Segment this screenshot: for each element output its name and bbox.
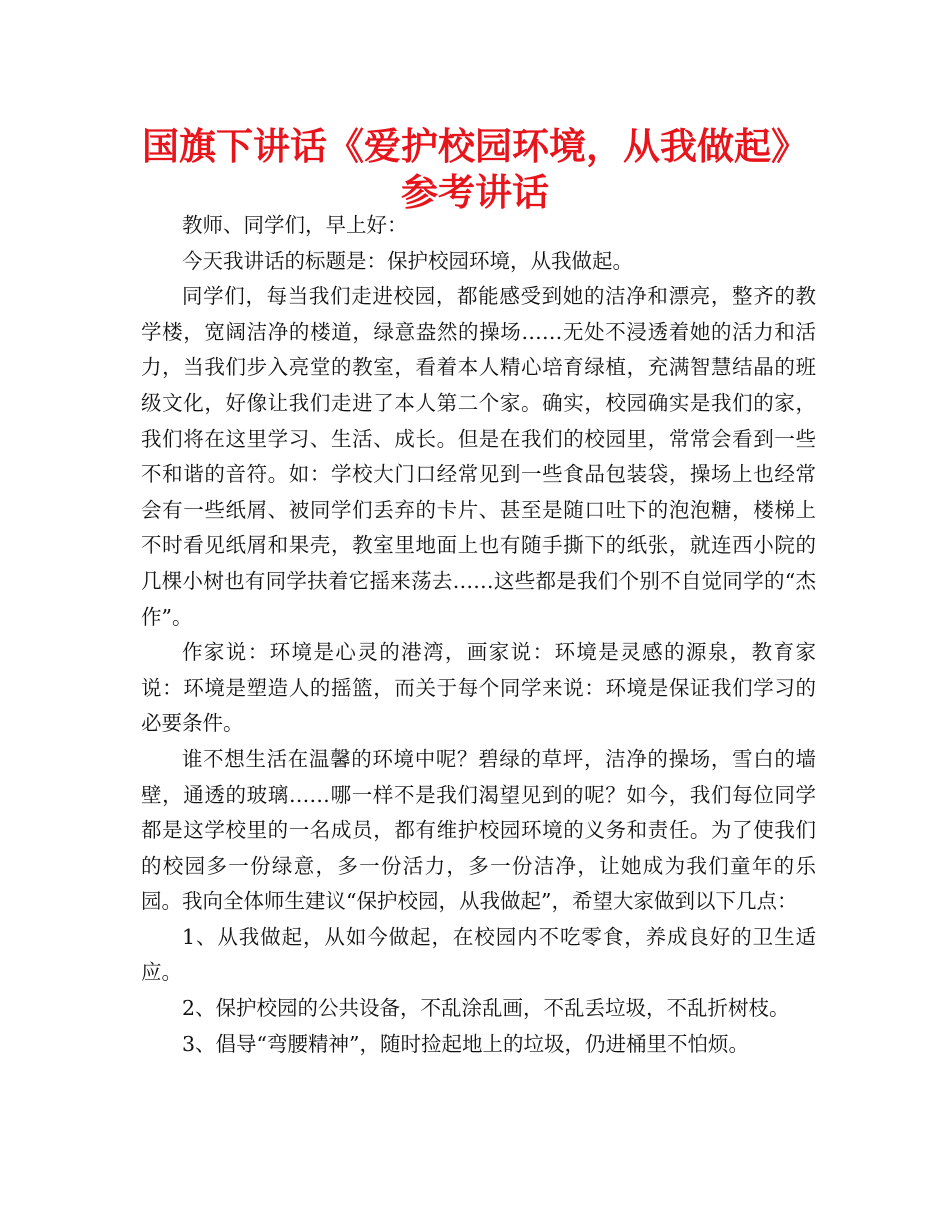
paragraph-proposal: 谁不想生活在温馨的环境中呢？碧绿的草坪，洁净的操场，雪白的墙壁，通透的玻璃……哪一样不是我们渴望见到的呢？如今，我们每位同学都是这学校里的一名成员，都有维护校园环境的义务和责任。为了使我们的校园多一份绿意，多一份活力，多一份洁净，让她成为我们童年的乐园。我向全体师生建议“保护校园，从我做起”，希望大家做到以下几点： [141,746,816,914]
list-item-1: 1、从我做起，从如今做起，在校园内不吃零食，养成良好的卫生适应。 [141,924,816,985]
title-line-2: 参考讲话 [401,171,549,214]
paragraph-campus: 同学们，每当我们走进校园，都能感受到她的洁净和漂亮，整齐的教学楼，宽阔洁净的楼道，绿意盎然的操场……无处不浸透着她的活力和活力，当我们步入亮堂的教室，看着本人精心培育绿植，充满智慧结晶的班级文化，好像让我们走进了本人第二个家。确实，校园确实是我们的家，我们将在这里学习、生活、成长。但是在我们的校园里，常常会看到一些不和谐的音符。如：学校大门口经常见到一些食品包装袋，操场上也经常会有一些纸屑、被同学们丢弃的卡片、甚至是随口吐下的泡泡糖，楼梯上不时看见纸屑和果壳，教室里地面上也有随手撕下的纸张，就连西小院的几棵小树也有同学扶着它摇来荡去……这些都是我们个别不自觉同学的“杰作”。 [141,284,816,629]
list-item-2: 2、保护校园的公共设备，不乱涂乱画，不乱丢垃圾，不乱折树枝。 [182,996,790,1021]
title-line-1: 国旗下讲话《爱护校园环境，从我做起》 [142,125,808,168]
list-item-3: 3、倡导“弯腰精神”，随时捡起地上的垃圾，仍进桶里不怕烦。 [182,1031,750,1056]
paragraph-environment-quotes: 作家说：环境是心灵的港湾，画家说：环境是灵感的源泉，教育家说：环境是塑造人的摇篮，而关于每个同学来说：环境是保证我们学习的必要条件。 [141,640,816,736]
paragraph-topic: 今天我讲话的标题是：保护校园环境，从我做起。 [182,248,633,273]
speech-body [141,208,816,1062]
paragraph-greeting: 教师、同学们，早上好： [182,213,408,237]
